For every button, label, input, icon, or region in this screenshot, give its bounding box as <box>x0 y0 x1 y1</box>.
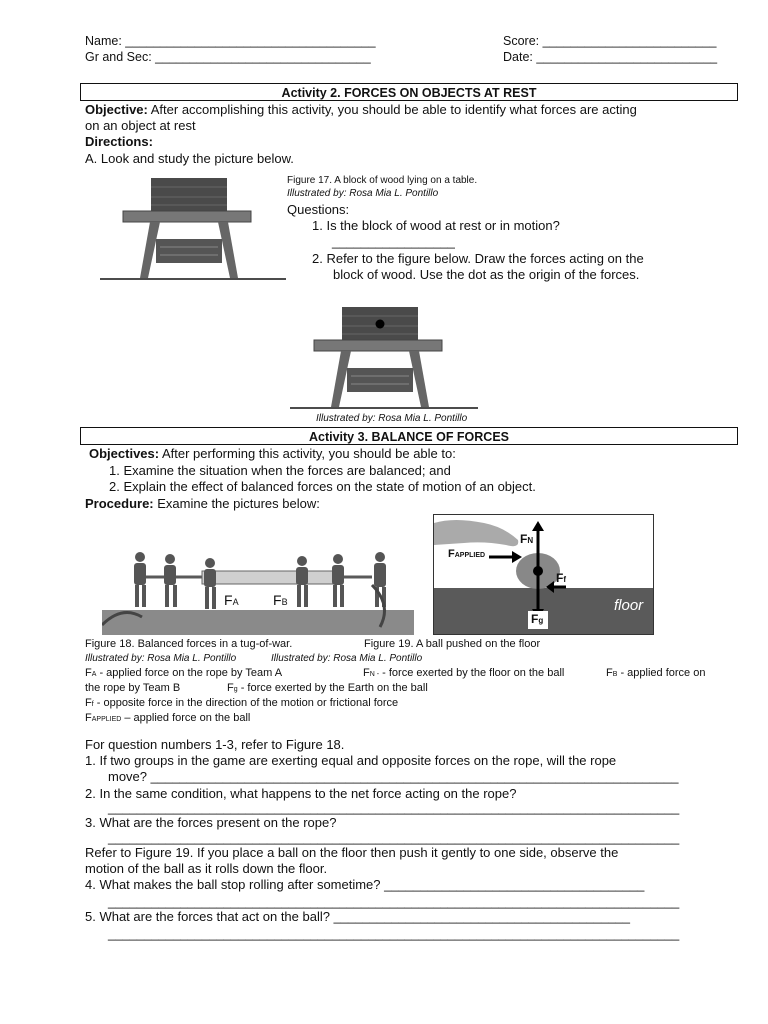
refer-fig19: Refer to Figure 19. If you place a ball on the floor then push it gently to one side, observe the <box>85 845 619 860</box>
question-a3-4-answer[interactable]: _______________________________________________________________________________ <box>108 894 680 909</box>
legend-fb: FB - applied force on <box>606 667 706 679</box>
activity2-objective-cont: on an object at rest <box>85 118 196 133</box>
legend-fg: Fg - force exerted by the Earth on the ball <box>227 682 428 694</box>
refer-fig19-cont: motion of the ball as it rolls down the floor. <box>85 861 328 876</box>
tug-of-war-figure <box>102 545 414 635</box>
question-1-answer[interactable]: _________________ <box>332 234 455 249</box>
legend-fb-cont: the rope by Team B <box>85 682 181 694</box>
questions-label: Questions: <box>287 202 350 217</box>
date-field[interactable]: Date: __________________________ <box>503 50 718 64</box>
directions-label: Directions: <box>85 134 153 149</box>
question-2-cont: block of wood. Use the dot as the origin of the forces. <box>333 267 640 282</box>
score-field[interactable]: Score: _________________________ <box>503 34 717 48</box>
question-a3-5-answer[interactable]: _______________________________________________________________________________ <box>108 926 680 941</box>
grade-section-field[interactable]: Gr and Sec: _______________________________ <box>85 50 371 64</box>
objective-1: 1. Examine the situation when the forces are balanced; and <box>109 463 451 478</box>
question-a3-3-answer[interactable]: _______________________________________________________________________________ <box>108 830 680 845</box>
question-a3-1: 1. If two groups in the game are exerting equal and opposite forces on the rope, will the rope <box>85 753 617 768</box>
name-field[interactable]: Name: ____________________________________ <box>85 34 376 48</box>
step-a: A. Look and study the picture below. <box>85 151 294 166</box>
question-a3-4: 4. What makes the ball stop rolling after sometime? ____________________________________ <box>85 877 645 892</box>
questions-intro: For question numbers 1-3, refer to Figure 18. <box>85 737 345 752</box>
fig17-caption: Figure 17. A block of wood lying on a table. <box>287 175 478 186</box>
activity3-objectives: Objectives: After performing this activity, you should be able to: <box>89 446 456 461</box>
legend-fapplied: FAPPLIED – applied force on the ball <box>85 712 251 724</box>
fig17-credit: Illustrated by: Rosa Mia L. Pontillo <box>287 188 439 199</box>
fig19-floor-label: floor <box>614 597 644 614</box>
fig18-credit: Illustrated by: Rosa Mia L. Pontillo <box>85 653 237 664</box>
fig19-fn-label: FN <box>520 532 534 546</box>
question-2: 2. Refer to the figure below. Draw the forces acting on the <box>312 251 644 266</box>
activity2-title: Activity 2. FORCES ON OBJECTS AT REST <box>80 83 738 101</box>
question-a3-2-answer[interactable]: _______________________________________________________________________________ <box>108 800 680 815</box>
fig18-caption: Figure 18. Balanced forces in a tug-of-war. <box>85 638 293 650</box>
fig18-fb-label: FB <box>273 592 288 608</box>
legend-ff: Ff - opposite force in the direction of the motion or frictional force <box>85 697 399 709</box>
legend-fn: FN - - force exerted by the floor on the ball <box>363 667 565 679</box>
fig19-caption: Figure 19. A ball pushed on the floor <box>364 638 541 650</box>
question-a3-5: 5. What are the forces that act on the ball? _________________________________________ <box>85 909 631 924</box>
fig19-fg-label: Fg <box>531 612 544 626</box>
fig19-credit: Illustrated by: Rosa Mia L. Pontillo <box>271 653 423 664</box>
activity2-objective: Objective: After accomplishing this activity, you should be able to identify what forces are acting <box>85 102 637 117</box>
procedure: Procedure: Examine the pictures below: <box>85 496 320 511</box>
fig18-fa-label: FA <box>224 592 239 608</box>
table-with-block-dot-figure[interactable] <box>290 305 480 411</box>
fig2-credit: Illustrated by: Rosa Mia L. Pontillo <box>316 413 468 424</box>
legend-fa: FA - applied force on the rope by Team A <box>85 667 283 679</box>
table-with-block-figure <box>100 175 290 285</box>
question-1: 1. Is the block of wood at rest or in motion? <box>312 218 560 233</box>
question-a3-3: 3. What are the forces present on the rope? <box>85 815 337 830</box>
question-a3-1-answer[interactable]: move? _________________________________________________________________________ <box>108 769 679 784</box>
fig19-ff-label: Ff <box>556 571 567 585</box>
fig19-fapplied-label: FAPPLIED <box>448 548 486 560</box>
objective-2: 2. Explain the effect of balanced forces on the state of motion of an object. <box>109 479 536 494</box>
activity3-title: Activity 3. BALANCE OF FORCES <box>80 427 738 445</box>
question-a3-2: 2. In the same condition, what happens to the net force acting on the rope? <box>85 786 517 801</box>
ball-floor-figure <box>433 514 654 635</box>
